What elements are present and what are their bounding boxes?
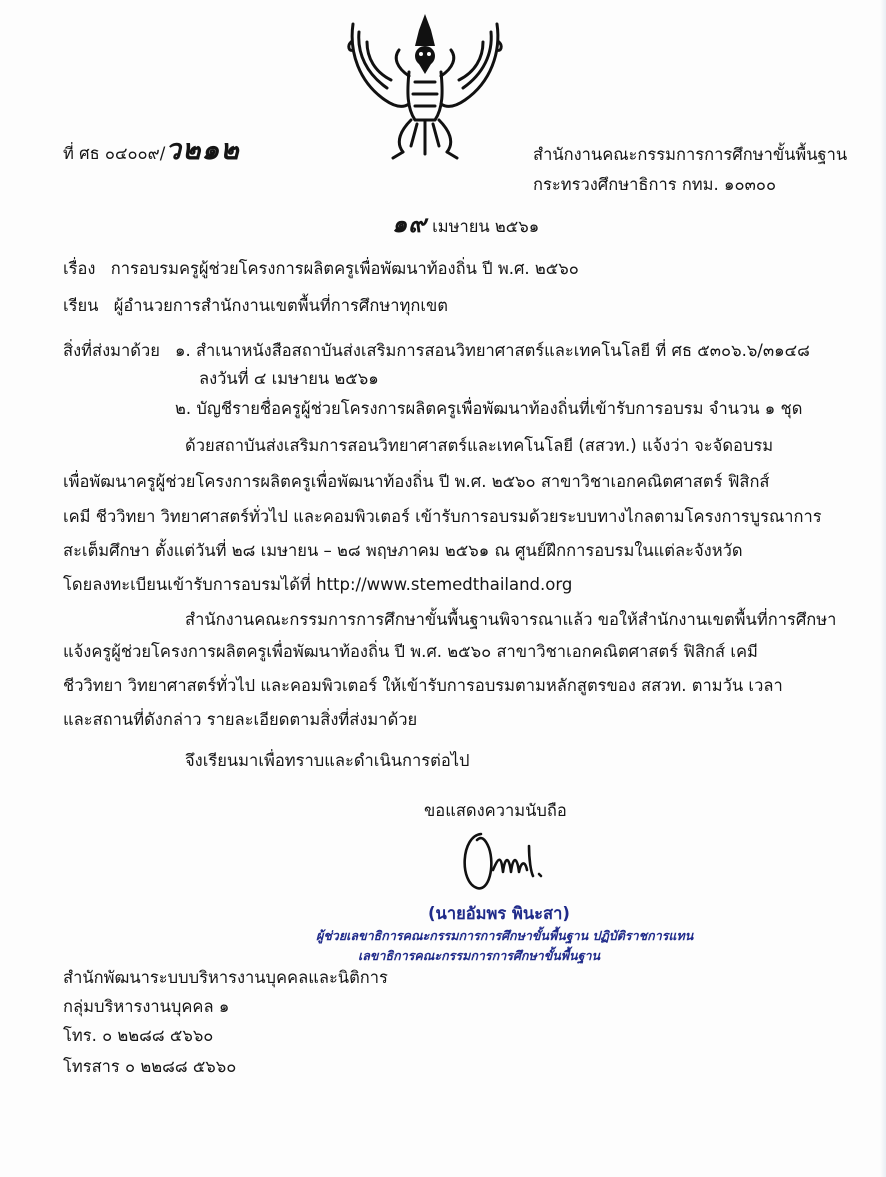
complimentary-close: ขอแสดงความนับถือ [424, 801, 567, 820]
signatory-title-line-1: ผู้ช่วยเลขาธิการคณะกรรมการการศึกษาขั้นพื้นฐาน ปฏิบัติราชการแทน [316, 928, 694, 943]
garuda-emblem-icon [345, 12, 505, 162]
reference-prefix: ที่ ศธ ๐๔๐๐๙/ [63, 144, 166, 163]
enclosure-item-2: ๒. บัญชีรายชื่อครูผู้ช่วยโครงการผลิตครูเพื่อพัฒนาท้องถิ่นที่เข้ารับการอบรม จำนวน ๑ ชุด [175, 399, 803, 418]
enclosure-item-1-date: ลงวันที่ ๔ เมษายน ๒๕๖๑ [199, 369, 379, 388]
subject-line [63, 259, 579, 279]
para2-line-3: ชีววิทยา วิทยาศาสตร์ทั่วไป และคอมพิวเตอร์ ให้เข้ารับการอบรมตามหลักสูตรของ สสวท. ตามวัน เวลา [63, 676, 783, 695]
para1-line-1: ด้วยสถาบันส่งเสริมการสอนวิทยาศาสตร์และเทคโนโลยี (สสวท.) แจ้งว่า จะจัดอบรม [185, 436, 774, 455]
para1-line-4: สะเต็มศึกษา ตั้งแต่วันที่ ๒๘ เมษายน – ๒๘ พฤษภาคม ๒๕๖๑ ณ ศูนย์ฝึกการอบรมในแต่ละจังหวัด [63, 541, 743, 560]
date-month-year: เมษายน ๒๕๖๑ [432, 217, 540, 236]
signatory-title-line-2: เลขาธิการคณะกรรมการการศึกษาขั้นพื้นฐาน [358, 948, 601, 963]
reference-number [63, 133, 240, 166]
signatory-name: (นายอัมพร พินะสา) [428, 904, 570, 923]
footer-office: สำนักพัฒนาระบบบริหารงานบุคคลและนิติการ [63, 968, 388, 987]
enclosure-item-1: ๑. สำเนาหนังสือสถาบันส่งเสริมการสอนวิทยาศาสตร์และเทคโนโลยี ที่ ศธ ๕๓๐๖.๖/๓๑๔๘ [175, 341, 810, 360]
para1-line-5: โดยลงทะเบียนเข้ารับการอบรมได้ที่ http://www.stemedthailand.org [63, 575, 573, 594]
footer-fax: โทรสาร ๐ ๒๒๘๘ ๕๖๖๐ [63, 1057, 237, 1076]
page-edge-shadow [880, 0, 886, 1177]
closing-request: จึงเรียนมาเพื่อทราบและดำเนินการต่อไป [185, 751, 470, 770]
para1-line-3: เคมี ชีววิทยา วิทยาศาสตร์ทั่วไป และคอมพิวเตอร์ เข้ารับการอบรมด้วยระบบทางไกลตามโครงการบูรณาการ [63, 507, 822, 526]
subject-text: การอบรมครูผู้ช่วยโครงการผลิตครูเพื่อพัฒนาท้องถิ่น ปี พ.ศ. ๒๕๖๐ [110, 259, 579, 278]
para2-line-1: สำนักงานคณะกรรมการการศึกษาขั้นพื้นฐานพิจารณาแล้ว ขอให้สำนักงานเขตพื้นที่การศึกษา [185, 610, 837, 629]
footer-phone: โทร. ๐ ๒๒๘๘ ๕๖๖๐ [63, 1026, 214, 1045]
date-handwritten-day: ๑๙ [392, 210, 427, 238]
footer-group: กลุ่มบริหารงานบุคคล ๑ [63, 997, 230, 1016]
para1-line-2: เพื่อพัฒนาครูผู้ช่วยโครงการผลิตครูเพื่อพัฒนาท้องถิ่น ปี พ.ศ. ๒๕๖๐ สาขาวิชาเอกคณิตศาสตร์ ฟิสิกส์ [63, 472, 770, 491]
recipient-label: เรียน [63, 296, 99, 315]
para2-line-2: แจ้งครูผู้ช่วยโครงการผลิตครูเพื่อพัฒนาท้องถิ่น ปี พ.ศ. ๒๕๖๐ สาขาวิชาเอกคณิตศาสตร์ ฟิสิกส์ เคมี [63, 642, 758, 661]
enclosures-label: สิ่งที่ส่งมาด้วย [63, 341, 160, 360]
para2-line-4: และสถานที่ดังกล่าว รายละเอียดตามสิ่งที่ส่งมาด้วย [63, 710, 418, 729]
reference-handwritten-number: ว๒๑๒ [165, 133, 240, 166]
subject-label: เรื่อง [63, 259, 96, 278]
recipient-line [63, 296, 448, 316]
org-name: สำนักงานคณะกรรมการการศึกษาขั้นพื้นฐาน [533, 145, 848, 164]
handwritten-signature [455, 826, 565, 896]
recipient-text: ผู้อำนวยการสำนักงานเขตพื้นที่การศึกษาทุกเขต [113, 296, 448, 315]
org-address: กระทรวงศึกษาธิการ กทม. ๑๐๓๐๐ [533, 175, 777, 194]
letter-date [392, 210, 540, 238]
